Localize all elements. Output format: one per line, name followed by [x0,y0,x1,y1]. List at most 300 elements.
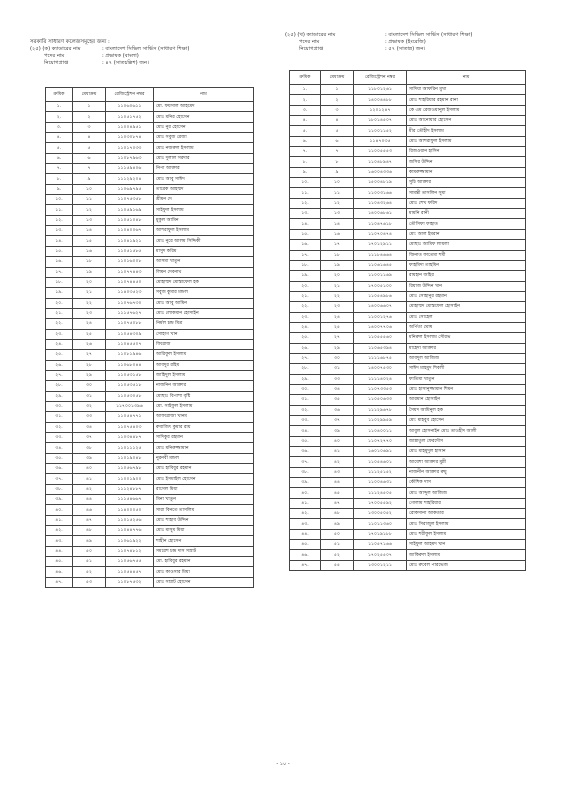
name-cell: আরিফুল ইসলাম [154,350,254,360]
table-row [46,195,254,205]
serial-cell: ১৮. [290,260,321,270]
merit-cell: ৭ [321,147,354,157]
name-cell: সাঈদ মাহমুদ শিবলী [407,364,526,374]
name-cell: মোঃ শরীফুল ইসলাম [407,529,526,539]
name-cell: মুকুল আমিন [154,215,254,225]
table-row [290,364,526,374]
table-row [290,447,526,457]
name-cell: মোহাম্মদ মোস্তফেল হোসাইন [407,302,526,312]
name-cell: মোঃ মাসুম মিয়া [154,526,254,536]
table-row [290,540,526,550]
table-row [290,529,526,539]
table-row [46,236,254,246]
serial-cell: ৩. [290,105,321,115]
registration-cell: ১১০৫১৫৮৫ [106,246,154,256]
name-cell: আয়েশা আক্তার মুন্নী [407,457,526,467]
page-title: সরকারি সাধারণ কলেজসমূহের জন্য : [30,39,110,45]
registration-cell: ১১০৬৫৩৯৪ [354,343,407,353]
serial-cell: ৩৪. [290,426,321,436]
serial-cell: ৩৭. [290,457,321,467]
merit-cell: ৫০ [321,529,354,539]
registration-cell: ১১০৮৭৯৬৩ [106,153,154,163]
name-cell: মো. ফয়সাল আহমেদ [154,102,254,112]
name-cell: সুচি আক্তার [407,178,526,188]
merit-cell: ১৮ [321,250,354,260]
table-row [46,495,254,505]
col-serial: ক্রমিক [46,88,73,102]
merit-cell: ২৩ [321,302,354,312]
serial-cell: ১৭. [46,267,73,277]
serial-cell: ৩৮. [46,484,73,494]
name-cell: অর্পিতা ঘোষ [407,322,526,332]
name-cell: সামন্তী তাসলিন সুমা [407,188,526,198]
right-count-value: : ৫৭ (সাতান্ন) জন। [385,46,426,52]
serial-cell: ৪৬. [290,550,321,560]
name-cell: মাহেদা আক্তার [407,343,526,353]
merit-cell: ১৮ [73,257,106,267]
table-row [46,267,254,277]
col-merit: মেধাক্রম [321,71,354,85]
registration-cell: ১১০৫০৬৩৩ [354,395,407,405]
merit-cell: ১৬ [73,246,106,256]
col-serial: ক্রমিক [290,71,321,85]
merit-cell: ৪০ [321,436,354,446]
registration-cell: ১১০০৪৯৫১ [106,122,154,132]
name-cell: জসির উদ্দিন [407,157,526,167]
table-row [290,374,526,384]
name-cell: মাসুদ করিম [154,246,254,256]
name-cell: সোহাগ খান [154,329,254,339]
name-cell: মোঃ নজরুল ইসলাম [154,143,254,153]
table-row [290,322,526,332]
merit-cell: ৩১ [321,364,354,374]
name-cell: গোলাম শাহরিয়ার [407,498,526,508]
serial-cell: ৪১. [46,515,73,525]
name-cell: রিয়াজ উদ্দিন খান [407,281,526,291]
serial-cell: ১৯. [46,288,73,298]
table-row [290,260,526,270]
name-cell: মীর তৌহীদ ইসলাম [407,126,526,136]
serial-cell: ২৮. [290,364,321,374]
merit-cell: ৪৮ [321,509,354,519]
name-cell: নিপা আক্তার [154,164,254,174]
serial-cell: ১১. [290,188,321,198]
registration-cell: ১১৭০০১৩৯৬ [106,401,154,411]
name-cell: মনিরুল ইসলাম সৌরভ [407,333,526,343]
registration-cell: ১১০৬৯৭৯৫ [106,184,154,194]
registration-cell: ১১০০৪৬৩১ [354,478,407,488]
serial-cell: ৩৬. [46,464,73,474]
registration-cell: ১৭০০৫৫৯২ [354,498,407,508]
registration-cell: ১১০৭০৪৭৪ [354,229,407,239]
merit-cell: ৩৩ [73,412,106,422]
table-row [46,505,254,515]
merit-cell: ৩৭ [321,416,354,426]
registration-cell: ১১০১১১২৫ [106,443,154,453]
registration-cell: ১১১২৪৫০৫ [354,488,407,498]
table-row [290,436,526,446]
merit-cell: ৩৭ [73,433,106,443]
registration-cell: ১৬০০৪৩৩৬ [354,167,407,177]
serial-cell: ৪২. [46,526,73,536]
merit-cell: ৪৯ [321,519,354,529]
registration-cell: ১১০৫৯১৬৯ [106,205,154,215]
name-cell: মোহাম্মদ মোস্তাফেল হক [154,277,254,287]
right-count-label: নিয়োগপ্রাপ্ত [299,46,324,52]
name-cell: মোঃ সোহেল [407,312,526,322]
table-row [290,105,526,115]
table-row [290,240,526,250]
registration-cell: ১১০৫৬৭৫৫ [106,557,154,567]
table-row [46,288,254,298]
serial-cell: ৩৫. [46,453,73,463]
registration-cell: ১১০৬১৬৪৫ [354,260,407,270]
registration-cell: ১১১২৯৬৭৮ [354,405,407,415]
table-row [290,519,526,529]
merit-cell: ২৫ [73,329,106,339]
serial-cell: ৩৩. [46,433,73,443]
merit-cell: ৩৪ [321,384,354,394]
table-row [46,412,254,422]
table-row [46,546,254,556]
name-cell: সারা বিনতে তাসলিম [154,505,254,515]
registration-cell: ১৮০১৪৫০৭ [354,116,407,126]
col-merit: মেধাক্রম [73,88,106,102]
table-row [290,198,526,208]
merit-cell: ২ [321,95,354,105]
registration-cell: ১১০৩৪৪৮৭ [106,433,154,443]
registration-cell: ১১১৮৪৬৬৪ [354,250,407,260]
name-cell: নাজনিন আক্তার [154,381,254,391]
serial-cell: ৬. [46,153,73,163]
serial-cell: ৩১. [290,395,321,405]
registration-cell: ১১০৫৪৬০১ [354,457,407,467]
serial-cell: ২৬. [290,343,321,353]
table-row [290,467,526,477]
table-row [290,343,526,353]
serial-cell: ১০. [46,195,73,205]
name-cell: আবুল হোসনাইন মোঃ তাওহীদ আলী [407,426,526,436]
merit-cell: ১৩ [321,209,354,219]
serial-cell: ৪৫. [46,557,73,567]
merit-cell: ২৬ [73,339,106,349]
registration-cell: ১১০৫৫৫৬০ [354,333,407,343]
serial-cell: ৮. [46,174,73,184]
serial-cell: ১১. [46,205,73,215]
serial-cell: ১৪. [290,219,321,229]
table-row [290,178,526,188]
registration-cell: ১১১২৫১৫২ [354,467,407,477]
registration-cell: ১১০২৯৯৫৯ [354,416,407,426]
registration-cell: ১১০০১১৫২ [354,126,407,136]
table-row [46,308,254,318]
table-row [290,498,526,508]
serial-cell: ৪৩. [290,519,321,529]
table-row [46,215,254,225]
registration-cell: ১১০৫৪৯৮৬ [354,291,407,301]
serial-cell: ৫. [46,143,73,153]
serial-cell: ৪৫. [290,540,321,550]
table-row [290,281,526,291]
merit-cell: ৩০ [321,353,354,363]
table-row [290,457,526,467]
merit-cell: ৪১ [321,447,354,457]
merit-cell: ৪২ [321,457,354,467]
merit-cell: ৯ [73,174,106,184]
serial-cell: ১২. [290,198,321,208]
registration-cell: ১১০৪৭৬১৮ [354,219,407,229]
table-row [290,271,526,281]
registration-cell: ১১০৫৪৩০৯ [106,329,154,339]
merit-cell: ১২ [321,198,354,208]
registration-cell: ১১০৭৭৪৪৩ [106,267,154,277]
merit-cell: ২৮ [73,360,106,370]
table-row [46,370,254,380]
registration-cell: ১১৪০০০৫০ [106,505,154,515]
name-cell: মোঃ শেখ ফরিদ [407,198,526,208]
merit-cell: ২৪ [321,312,354,322]
registration-cell: ১১১২৪৮৮৭ [106,484,154,494]
name-cell: মো: মাহবুব হোসেন [407,416,526,426]
registration-cell: ১১৮০১২৬১ [354,85,407,95]
serial-cell: ২৪. [290,322,321,332]
name-cell: আশরাফুল ইসলাম [154,226,254,236]
merit-cell: ৪৪ [321,478,354,488]
serial-cell: ২৫. [46,350,73,360]
table-row [290,333,526,343]
merit-cell: ৪৯ [73,536,106,546]
merit-cell: ১৬ [321,229,354,239]
left-results-table [45,87,254,588]
name-cell: জাহিদুল ইসলাম [154,370,254,380]
merit-cell: ৪২ [73,484,106,494]
serial-cell: ৪. [46,133,73,143]
name-cell: শাহীন হোসেন [154,536,254,546]
name-cell: মামনি রানী [407,209,526,219]
table-row [290,384,526,394]
serial-cell: ২৩. [46,329,73,339]
serial-cell: ৪৪. [290,529,321,539]
name-cell: মোঃ আব্দুল আজিজ [407,488,526,498]
name-cell: মোঃ মনিরুজ্জামান [154,443,254,453]
right-cadre-value: : বাংলাদেশ সিভিল সার্ভিস (সাধারণ শিক্ষা) [385,32,473,38]
serial-cell: ৪১. [290,498,321,508]
name-cell: মোঃ হাবিবুর রহমান [154,464,254,474]
serial-cell: ৪০. [290,488,321,498]
table-row [46,443,254,453]
registration-cell: ১৪০০৭৫৩০ [354,364,407,374]
registration-cell: ১৫০০৪৮১৯ [354,178,407,188]
table-row [46,319,254,329]
serial-cell: ২৭. [46,370,73,380]
name-cell: রিজওয়ান হাসিন [407,147,526,157]
registration-cell: ১১০৫৪৪৫৭ [106,567,154,577]
table-row [46,484,254,494]
name-cell: আসমা খাতুন [154,257,254,267]
registration-cell: ১১৪০৩৫২৩ [106,288,154,298]
serial-cell: ২৯. [46,391,73,401]
serial-cell: ২০. [46,298,73,308]
serial-cell: ৪৪. [46,546,73,556]
table-row [46,153,254,163]
page-number: - ১০ - [276,761,290,767]
table-row [290,550,526,560]
left-count-value: : ৪৭ (সাতচল্লিশ) জন। [102,60,149,66]
registration-cell: ১২০১২৪৭ [354,105,407,115]
name-cell: কৌশিক দাস [407,478,526,488]
merit-cell: ২৩ [73,308,106,318]
table-row [290,229,526,239]
registration-cell: ১১০৬০৬১১ [106,102,154,112]
merit-cell: ১৩ [73,215,106,225]
registration-cell: ১১৪৭০৩৫ [354,136,407,146]
merit-cell: ২৭ [321,333,354,343]
registration-cell: ১১০০৩১৬৬ [354,188,407,198]
merit-cell: ১৯ [73,267,106,277]
serial-cell: ৭. [290,147,321,157]
name-cell: সাদিকুর রহমান [154,433,254,443]
serial-cell: ৩০. [290,384,321,394]
merit-cell: ২১ [321,281,354,291]
table-row [290,560,526,570]
col-registration: রেজিস্ট্রেশন নম্বর [354,71,407,85]
serial-cell: ১৭. [290,250,321,260]
merit-cell: ৪ [321,116,354,126]
table-row [46,143,254,153]
name-cell: সাদিয়া আফরিন মুখা [407,85,526,95]
name-cell: মোঃ সম্রাট হোসেন [154,577,254,587]
registration-cell: ১৭০২৫৫০৭ [354,550,407,560]
table-row [46,360,254,370]
table-header-row [290,71,526,85]
merit-cell: ৯ [321,167,354,177]
registration-cell: ১১০৬৮০৪৪ [106,360,154,370]
table-row [46,515,254,525]
table-row [290,312,526,322]
serial-cell: ৪০. [46,505,73,515]
table-row [290,136,526,146]
merit-cell: ৫৩ [73,577,106,587]
table-row [46,133,254,143]
registration-cell: ১১১১৪০২৪ [354,374,407,384]
name-cell: রোকসানা আকতার [407,509,526,519]
name-cell: মোছাঃ বিপাশা বৃষ্টি [154,391,254,401]
name-cell: ফাতিমা খাতুন [407,374,526,384]
merit-cell: ৩৯ [73,453,106,463]
col-registration: রেজিস্ট্রেশন নম্বর [106,88,154,102]
right-cadre-label: (২৫) (খ) ক্যাডারের নাম [285,32,336,38]
merit-cell: ১০ [73,184,106,194]
serial-cell: ২৯. [290,374,321,384]
merit-cell: ১ [321,85,354,95]
registration-cell: ১১০১১৩৬০ [354,519,407,529]
serial-cell: ২১. [290,291,321,301]
merit-cell: ৩৫ [321,395,354,405]
merit-cell: ৩৬ [321,405,354,415]
merit-cell: ৪ [73,133,106,143]
registration-cell: ১১০৬১৯২২ [106,536,154,546]
name-cell: সাইফুল ইসলাম [154,205,254,215]
serial-cell: ৩২. [46,422,73,432]
registration-cell: ১৭০১২৯১১ [354,240,407,250]
name-cell: মোঃ সোহানুর রহমান [407,291,526,301]
registration-cell: ১১০৮৭৫৩২ [106,577,154,587]
name-cell: আবদুল আজিজ [407,353,526,363]
merit-cell: ২০ [73,277,106,287]
table-row [46,246,254,256]
name-cell: মোঃ নুর হোসেন [154,122,254,132]
merit-cell: ৫১ [321,540,354,550]
name-cell: মো: আল ইমরান [407,229,526,239]
merit-cell: ৫২ [73,567,106,577]
table-row [46,112,254,122]
table-row [290,126,526,136]
table-header-row [46,88,254,102]
registration-cell: ১১০৫৩১৫৮ [106,370,154,380]
serial-cell: ৪২. [290,509,321,519]
merit-cell: ৪৫ [321,488,354,498]
name-cell: নির্মল চন্দ্র মিত্র [154,319,254,329]
serial-cell: ১৮. [46,277,73,287]
merit-cell: ২৫ [321,322,354,332]
registration-cell: ১৩০০১২১১ [354,560,407,570]
registration-cell: ১১০৫৬৭৯৮ [106,464,154,474]
left-count-label: নিয়োগপ্রাপ্ত [44,60,69,66]
right-post-value: : প্রভাষক (ইংরেজি) [385,39,426,45]
registration-cell: ১১১২৯২০৪ [106,174,154,184]
merit-cell: ২৭ [73,350,106,360]
name-cell: তৌসিফা ফাহাত [407,219,526,229]
merit-cell: ৩৩ [321,374,354,384]
registration-cell: ১১০৪০০১১ [354,426,407,436]
registration-cell: ১৭০১৯১৮৮ [354,529,407,539]
table-row [290,302,526,312]
merit-cell: ৫০ [73,546,106,556]
table-row [290,488,526,498]
table-row [290,157,526,167]
merit-cell: ২৯ [321,343,354,353]
name-cell: মো. সাইফুল ইসলাম [154,401,254,411]
name-cell: মোঃ আনোয়ার হোসেন [407,116,526,126]
table-row [290,147,526,157]
table-row [46,257,254,267]
registration-cell: ১১০৪৫৫০৭ [106,339,154,349]
registration-cell: ১১১১৬৮৭৫ [354,353,407,363]
table-row [46,339,254,349]
name-cell: মোঃ আবু আমিন [154,298,254,308]
table-row [46,205,254,215]
table-row [290,167,526,177]
merit-cell: ৬ [73,153,106,163]
merit-cell: ১৪ [73,226,106,236]
name-cell: মোছাঃ আমিফ লায়লা [407,240,526,250]
serial-cell: ৯. [290,167,321,177]
table-row [46,453,254,463]
right-post-label: পদের নাম [299,39,320,45]
registration-cell: ১৪০০৬৮৬১ [354,209,407,219]
serial-cell: ৩৯. [290,478,321,488]
merit-cell: ১১ [321,188,354,198]
registration-cell: ১১১৫৪৬৬৭ [106,495,154,505]
merit-cell: ২২ [73,298,106,308]
name-cell: মোঃ শাহাব উদ্দিন [154,515,254,525]
table-row [290,291,526,301]
serial-cell: ২৬. [46,360,73,370]
serial-cell: ২২. [290,302,321,312]
registration-cell: ১১০৪৮৯৪৭ [354,157,407,167]
serial-cell: ১৯. [290,271,321,281]
table-row [290,416,526,426]
